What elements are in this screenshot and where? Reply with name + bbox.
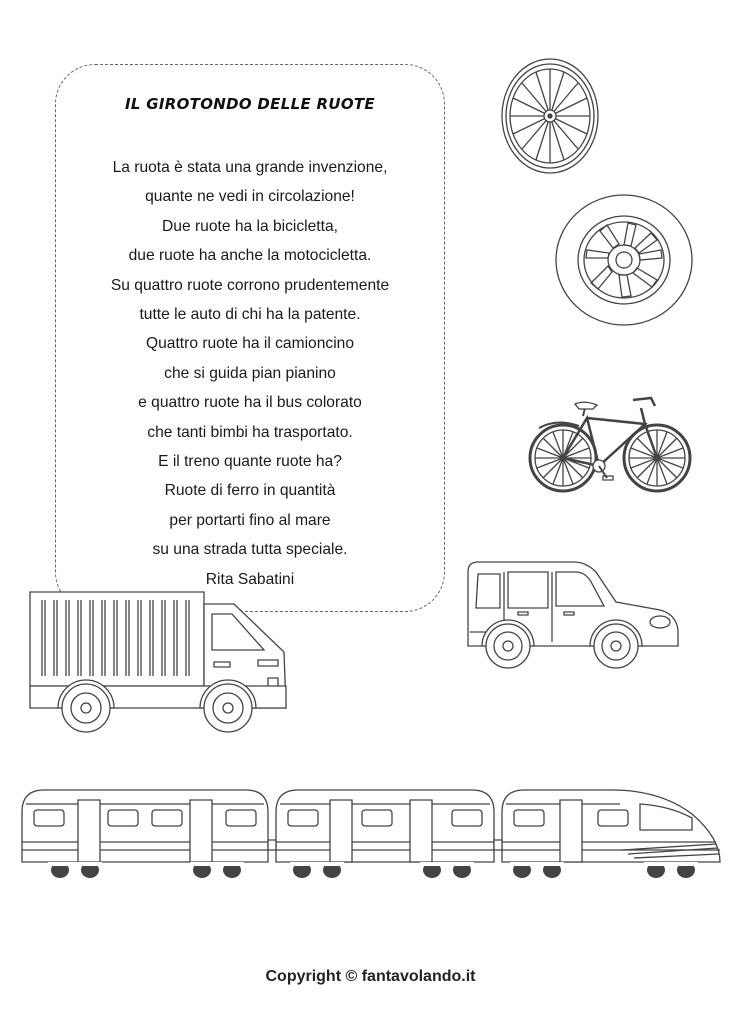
poem-line: tutte le auto di chi ha la patente. xyxy=(139,306,361,324)
poem-line: che si guida pian pianino xyxy=(164,364,336,382)
copyright-footer: Copyright © fantavolando.it xyxy=(265,968,476,985)
poem-line: che tanti bimbi ha trasportato. xyxy=(147,423,353,441)
car-wheel-icon xyxy=(553,192,695,328)
poem-line: E il treno quante ruote ha? xyxy=(158,453,342,471)
poem-line: Quattro ruote ha il camioncino xyxy=(145,335,355,353)
poem-line: Due ruote ha la bicicletta, xyxy=(162,217,338,235)
poem-line: per portarti fino al mare xyxy=(169,511,331,529)
poem-title: IL GIROTONDO DELLE RUOTE xyxy=(125,95,375,113)
poem-line: due ruote ha anche la motocicletta. xyxy=(128,247,372,265)
car-icon xyxy=(464,558,684,672)
bicycle-icon xyxy=(527,388,691,496)
spoked-wheel-icon xyxy=(498,56,602,176)
poem-author: Rita Sabatini xyxy=(205,570,295,588)
poem-line: quante ne vedi in circolazione! xyxy=(145,188,355,206)
truck-icon xyxy=(28,590,292,738)
poem-body xyxy=(56,153,444,594)
poem-line: Su quattro ruote corrono prudentemente xyxy=(110,276,390,294)
poem-line: su una strada tutta speciale. xyxy=(152,541,348,559)
poem-line: e quattro ruote ha il bus colorato xyxy=(138,394,362,412)
poem-line: Ruote di ferro in quantità xyxy=(164,482,336,500)
train-icon xyxy=(20,782,722,882)
poem-card xyxy=(55,64,445,612)
poem-line: La ruota è stata una grande invenzione, xyxy=(112,159,388,176)
